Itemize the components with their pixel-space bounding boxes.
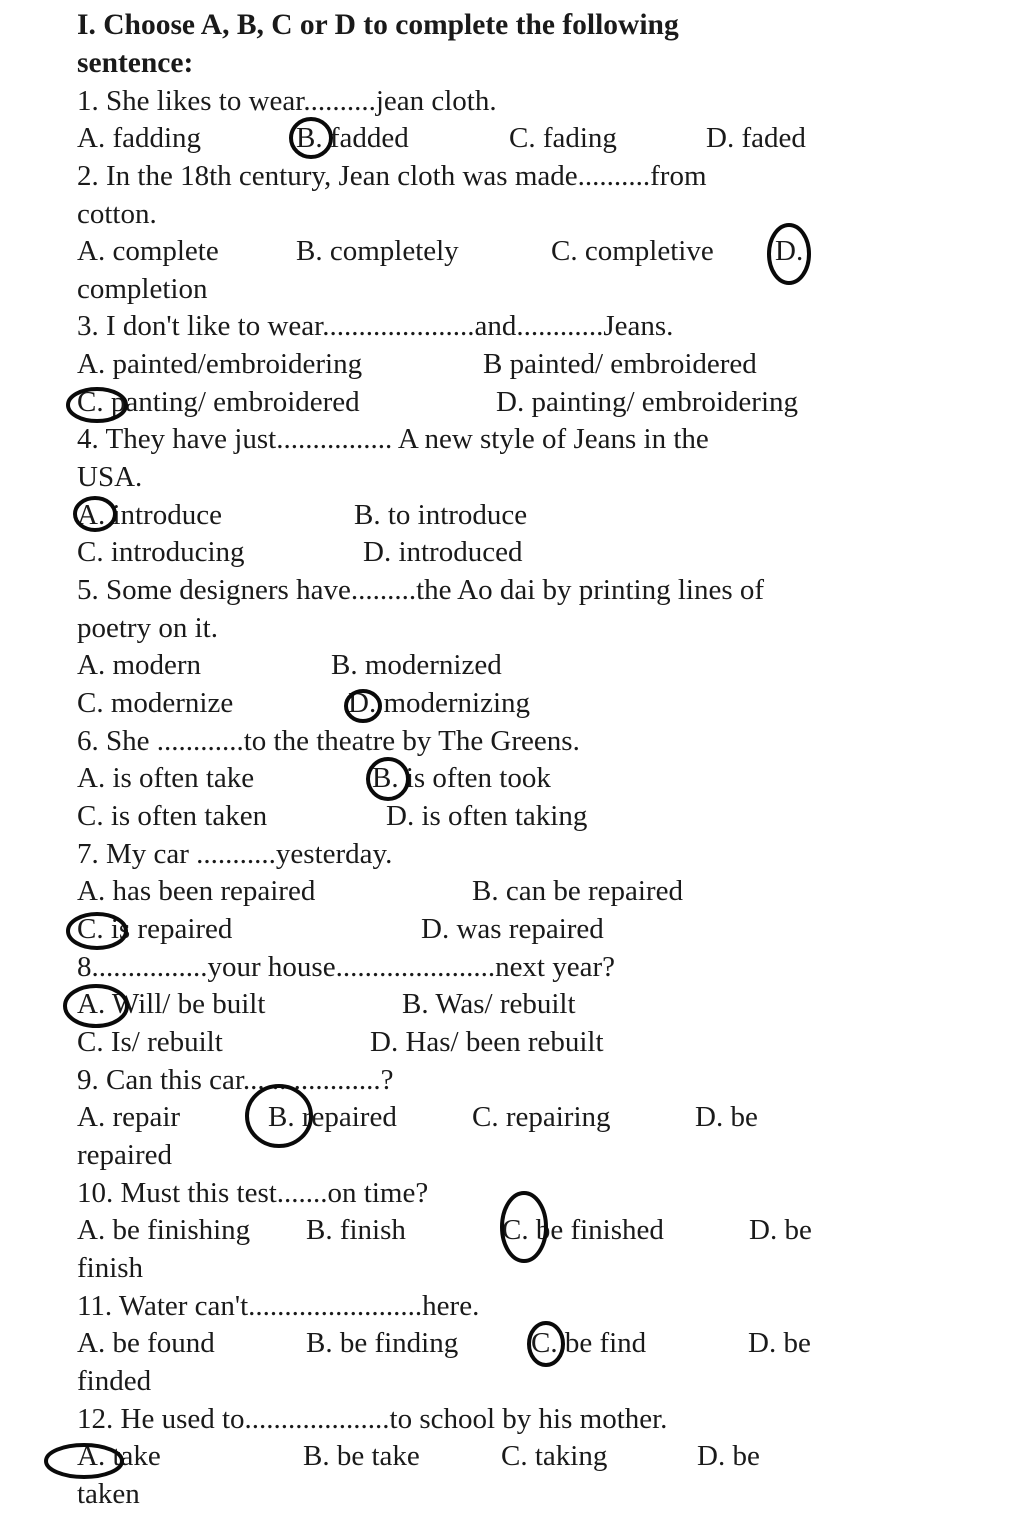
q2-stem: 2. In the 18th century, Jean cloth was made..........from [77, 160, 707, 192]
q11-option-c[interactable]: C. be find [531, 1327, 647, 1359]
q9-option-c[interactable]: C. repairing [472, 1101, 611, 1133]
q11-option-d[interactable]: D. be [748, 1327, 811, 1359]
q5-option-a[interactable]: A. modern [77, 649, 202, 681]
q10-option-d[interactable]: D. be [749, 1214, 812, 1246]
q10-stem: 10. Must this test.......on time? [77, 1177, 429, 1209]
q6-option-a[interactable]: A. is often take [77, 762, 255, 794]
q5-stem-cont: poetry on it. [77, 612, 218, 644]
q4-option-c[interactable]: C. introducing [77, 536, 245, 568]
q4-option-a[interactable]: A. introduce [77, 499, 222, 531]
q2-option-a[interactable]: A. complete [77, 235, 219, 267]
q7-option-b[interactable]: B. can be repaired [472, 875, 683, 907]
q11-option-d-cont[interactable]: finded [77, 1365, 152, 1397]
q9-option-d-cont[interactable]: repaired [77, 1139, 172, 1171]
q2-option-d[interactable]: D. [775, 235, 804, 267]
q10-option-a[interactable]: A. be finishing [77, 1214, 251, 1246]
q12-stem: 12. He used to....................to school by his mother. [77, 1403, 668, 1435]
q7-option-c[interactable]: C. is repaired [77, 913, 233, 945]
q1-option-c[interactable]: C. fading [509, 122, 617, 154]
q4-stem-cont: USA. [77, 461, 143, 493]
q1-option-a[interactable]: A. fadding [77, 122, 202, 154]
q3-option-d[interactable]: D. painting/ embroidering [496, 386, 799, 418]
section-heading-cont: sentence: [77, 47, 194, 79]
q6-option-b[interactable]: B. is often took [372, 762, 551, 794]
q5-option-b[interactable]: B. modernized [331, 649, 502, 681]
q5-option-d[interactable]: D. modernizing [348, 687, 531, 719]
q1-option-b[interactable]: B. fadded [296, 122, 409, 154]
q4-option-b[interactable]: B. to introduce [354, 499, 528, 531]
q12-option-b[interactable]: B. be take [303, 1440, 420, 1472]
q2-option-b[interactable]: B. completely [296, 235, 459, 267]
q10-option-d-cont[interactable]: finish [77, 1252, 144, 1284]
q11-option-a[interactable]: A. be found [77, 1327, 215, 1359]
q1-stem: 1. She likes to wear..........jean cloth. [77, 85, 497, 117]
section-heading: I. Choose A, B, C or D to complete the following [77, 9, 679, 41]
q12-option-d-cont[interactable]: taken [77, 1478, 140, 1510]
q5-option-c[interactable]: C. modernize [77, 687, 234, 719]
q10-option-c[interactable]: C. be finished [502, 1214, 664, 1246]
q9-option-b[interactable]: B. repaired [268, 1101, 397, 1133]
q8-stem: 8................your house......................next year? [77, 951, 616, 983]
q3-option-b[interactable]: B painted/ embroidered [483, 348, 757, 380]
q7-option-a[interactable]: A. has been repaired [77, 875, 316, 907]
q11-option-b[interactable]: B. be finding [306, 1327, 459, 1359]
q3-option-a[interactable]: A. painted/embroidering [77, 348, 363, 380]
q4-stem: 4. They have just................ A new style of Jeans in the [77, 423, 709, 455]
q8-option-b[interactable]: B. Was/ rebuilt [402, 988, 576, 1020]
q6-option-c[interactable]: C. is often taken [77, 800, 268, 832]
q10-option-b[interactable]: B. finish [306, 1214, 406, 1246]
q4-option-d[interactable]: D. introduced [363, 536, 523, 568]
q8-option-a[interactable]: A. Will/ be built [77, 988, 266, 1020]
q12-option-d[interactable]: D. be [697, 1440, 760, 1472]
q3-stem: 3. I don't like to wear.....................and............Jeans. [77, 310, 674, 342]
q9-stem: 9. Can this car...................? [77, 1064, 394, 1096]
q6-option-d[interactable]: D. is often taking [386, 800, 588, 832]
q1-option-d[interactable]: D. faded [706, 122, 806, 154]
q9-option-d[interactable]: D. be [695, 1101, 758, 1133]
q12-option-a[interactable]: A. take [77, 1440, 161, 1472]
q8-option-c[interactable]: C. Is/ rebuilt [77, 1026, 223, 1058]
q11-stem: 11. Water can't........................here. [77, 1290, 480, 1322]
q12-option-c[interactable]: C. taking [501, 1440, 608, 1472]
q9-option-a[interactable]: A. repair [77, 1101, 181, 1133]
q7-stem: 7. My car ...........yesterday. [77, 838, 393, 870]
q3-option-c[interactable]: C. panting/ embroidered [77, 386, 360, 418]
q2-stem-cont: cotton. [77, 198, 157, 230]
q5-stem: 5. Some designers have.........the Ao dai by printing lines of [77, 574, 765, 606]
q8-option-d[interactable]: D. Has/ been rebuilt [370, 1026, 604, 1058]
q2-option-d-cont[interactable]: completion [77, 273, 208, 305]
q6-stem: 6. She ............to the theatre by The Greens. [77, 725, 580, 757]
q7-option-d[interactable]: D. was repaired [421, 913, 604, 945]
q2-option-c[interactable]: C. completive [551, 235, 714, 267]
